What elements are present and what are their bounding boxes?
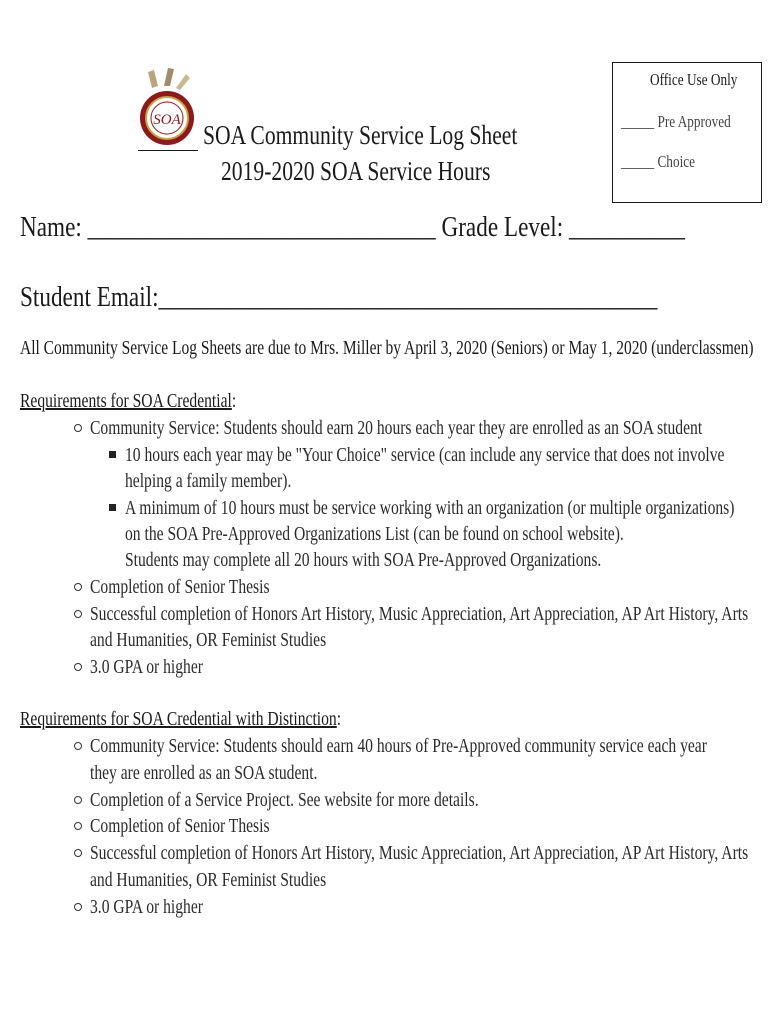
- svg-text:SOA: SOA: [153, 112, 181, 128]
- title-rule: [138, 150, 198, 151]
- list-item: Successful completion of Honors Art History, Music Appreciation, Art Appreciation, AP Art History, Arts: [90, 603, 749, 625]
- list-item: Completion of Senior Thesis: [90, 576, 270, 598]
- choice-field[interactable]: _____ Choice: [621, 152, 696, 171]
- list-item-continued: they are enrolled as an SOA student.: [90, 762, 318, 784]
- list-item: A minimum of 10 hours must be service working with an organization (or multiple organizations): [125, 497, 735, 519]
- list-item-continued: and Humanities, OR Feminist Studies: [90, 869, 327, 891]
- distinction-heading: Requirements for SOA Credential with Distinction:: [20, 708, 342, 730]
- office-use-box: [612, 62, 762, 203]
- list-item: Completion of a Service Project. See website for more details.: [90, 789, 479, 811]
- list-item: 3.0 GPA or higher: [90, 656, 203, 678]
- list-bullet: [74, 796, 82, 804]
- list-bullet: [74, 610, 82, 618]
- list-item-continued: Students may complete all 20 hours with SOA Pre-Approved Organizations.: [125, 549, 602, 571]
- list-bullet: [74, 663, 82, 671]
- due-date-note: All Community Service Log Sheets are due to Mrs. Miller by April 3, 2020 (Seniors) or May 1, 2020 (underclassmen): [20, 337, 754, 359]
- list-item-continued: helping a family member).: [125, 470, 292, 492]
- list-item: Successful completion of Honors Art History, Music Appreciation, Art Appreciation, AP Art History, Arts: [90, 842, 749, 864]
- credential-heading: Requirements for SOA Credential:: [20, 390, 237, 412]
- office-use-title: Office Use Only: [650, 70, 738, 89]
- list-item-continued: on the SOA Pre-Approved Organizations List (can be found on school website).: [125, 523, 624, 545]
- list-item: 10 hours each year may be "Your Choice" service (can include any service that does not involve: [125, 444, 725, 466]
- name-grade-field[interactable]: Name: ______________________________ Grade Level: __________: [20, 211, 685, 243]
- list-item: Completion of Senior Thesis: [90, 815, 270, 837]
- list-item: 3.0 GPA or higher: [90, 896, 203, 918]
- list-bullet: [74, 583, 82, 591]
- student-email-field[interactable]: Student Email:___________________________________________: [20, 281, 658, 313]
- page-title: SOA Community Service Log Sheet: [203, 120, 518, 150]
- list-bullet: [74, 849, 82, 857]
- list-item: Community Service: Students should earn 20 hours each year they are enrolled as an SOA student: [90, 417, 703, 439]
- list-bullet: [74, 424, 82, 432]
- list-bullet: [74, 742, 82, 750]
- pre-approved-field[interactable]: _____ Pre Approved: [621, 112, 731, 131]
- soa-logo: [138, 66, 196, 156]
- list-item: Community Service: Students should earn 40 hours of Pre-Approved community service each year: [90, 735, 707, 757]
- list-bullet: [74, 903, 82, 911]
- list-item-continued: and Humanities, OR Feminist Studies: [90, 629, 327, 651]
- list-bullet: [74, 822, 82, 830]
- list-bullet: [109, 451, 116, 458]
- list-bullet: [109, 504, 116, 511]
- page-subtitle: 2019-2020 SOA Service Hours: [221, 156, 491, 186]
